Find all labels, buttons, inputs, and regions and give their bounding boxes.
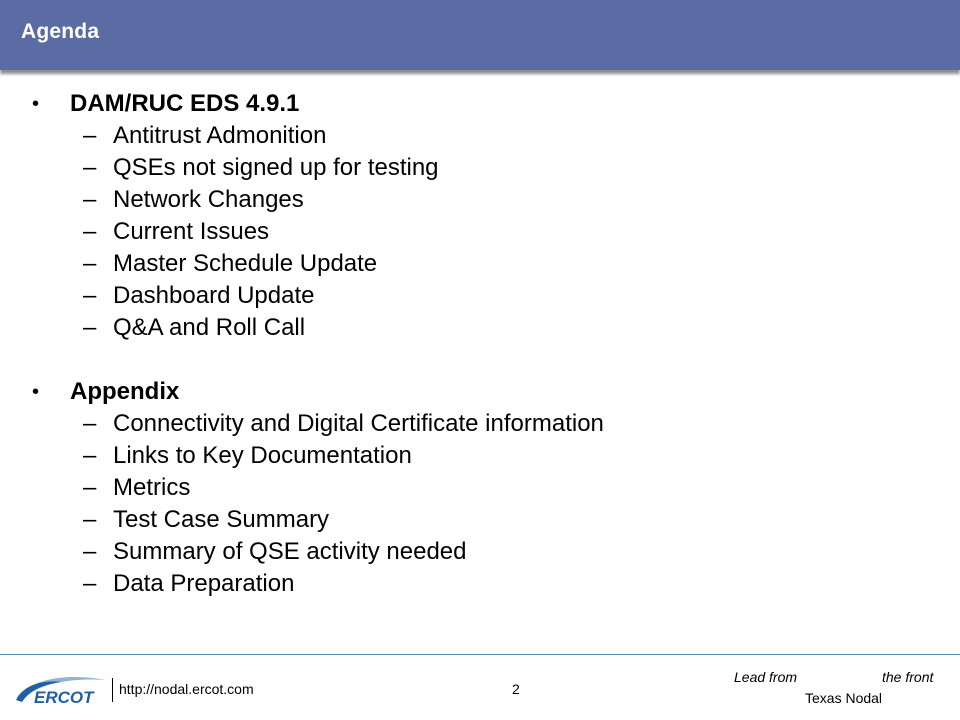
sub-item <box>83 472 190 504</box>
dash-icon: – <box>83 154 97 181</box>
sub-item-label: Links to Key Documentation <box>113 442 412 469</box>
bullet-icon: • <box>32 380 40 403</box>
sub-item <box>83 504 329 536</box>
ercot-logo <box>14 670 114 708</box>
sub-item-label: Test Case Summary <box>113 506 330 533</box>
dash-icon: – <box>83 314 97 341</box>
dash-icon: – <box>83 442 97 469</box>
dash-icon: – <box>83 474 97 501</box>
sub-item-label: Connectivity and Digital Certificate information <box>113 410 604 437</box>
sub-item <box>83 184 304 216</box>
sub-item-label: Master Schedule Update <box>113 250 378 277</box>
logo-text: ERCOT <box>34 688 94 707</box>
footer-divider <box>112 678 113 702</box>
bullet-icon: • <box>32 92 40 115</box>
sub-item-label: QSEs not signed up for testing <box>113 154 439 181</box>
sub-item <box>83 312 305 344</box>
page-number: 2 <box>512 681 520 697</box>
dash-icon: – <box>83 538 97 565</box>
sub-item <box>83 536 466 568</box>
dash-icon: – <box>83 186 97 213</box>
dash-icon: – <box>83 122 97 149</box>
dash-icon: – <box>83 410 97 437</box>
sub-item-label: Q&A and Roll Call <box>113 314 306 341</box>
dash-icon: – <box>83 218 97 245</box>
dash-icon: – <box>83 282 97 309</box>
sub-item-label: Current Issues <box>113 218 270 245</box>
footer-rule <box>0 654 960 655</box>
sub-item <box>83 152 439 184</box>
tagline-front: the front <box>882 669 934 685</box>
dash-icon: – <box>83 250 97 277</box>
sub-item <box>83 120 326 152</box>
bullet-item <box>32 88 299 120</box>
tagline-lead: Lead from <box>734 669 798 685</box>
sub-item-label: Data Preparation <box>113 570 295 597</box>
sub-item <box>83 408 604 440</box>
slide-title: Agenda <box>21 20 100 43</box>
tagline-sub: Texas Nodal <box>805 690 883 706</box>
bullet-item <box>32 376 179 408</box>
bullet-label: Appendix <box>70 378 180 405</box>
dash-icon: – <box>83 506 97 533</box>
sub-item-label: Summary of QSE activity needed <box>113 538 467 565</box>
sub-item <box>83 568 294 600</box>
sub-item <box>83 440 412 472</box>
sub-item <box>83 280 314 312</box>
sub-item <box>83 248 377 280</box>
sub-item-label: Metrics <box>113 474 191 501</box>
footer-url: http://nodal.ercot.com <box>119 681 254 697</box>
sub-item-label: Network Changes <box>113 186 304 213</box>
sub-item <box>83 216 269 248</box>
dash-icon: – <box>83 570 97 597</box>
slide-header <box>0 0 960 70</box>
sub-item-label: Antitrust Admonition <box>113 122 327 149</box>
bullet-label: DAM/RUC EDS 4.9.1 <box>70 90 300 117</box>
sub-item-label: Dashboard Update <box>113 282 315 309</box>
